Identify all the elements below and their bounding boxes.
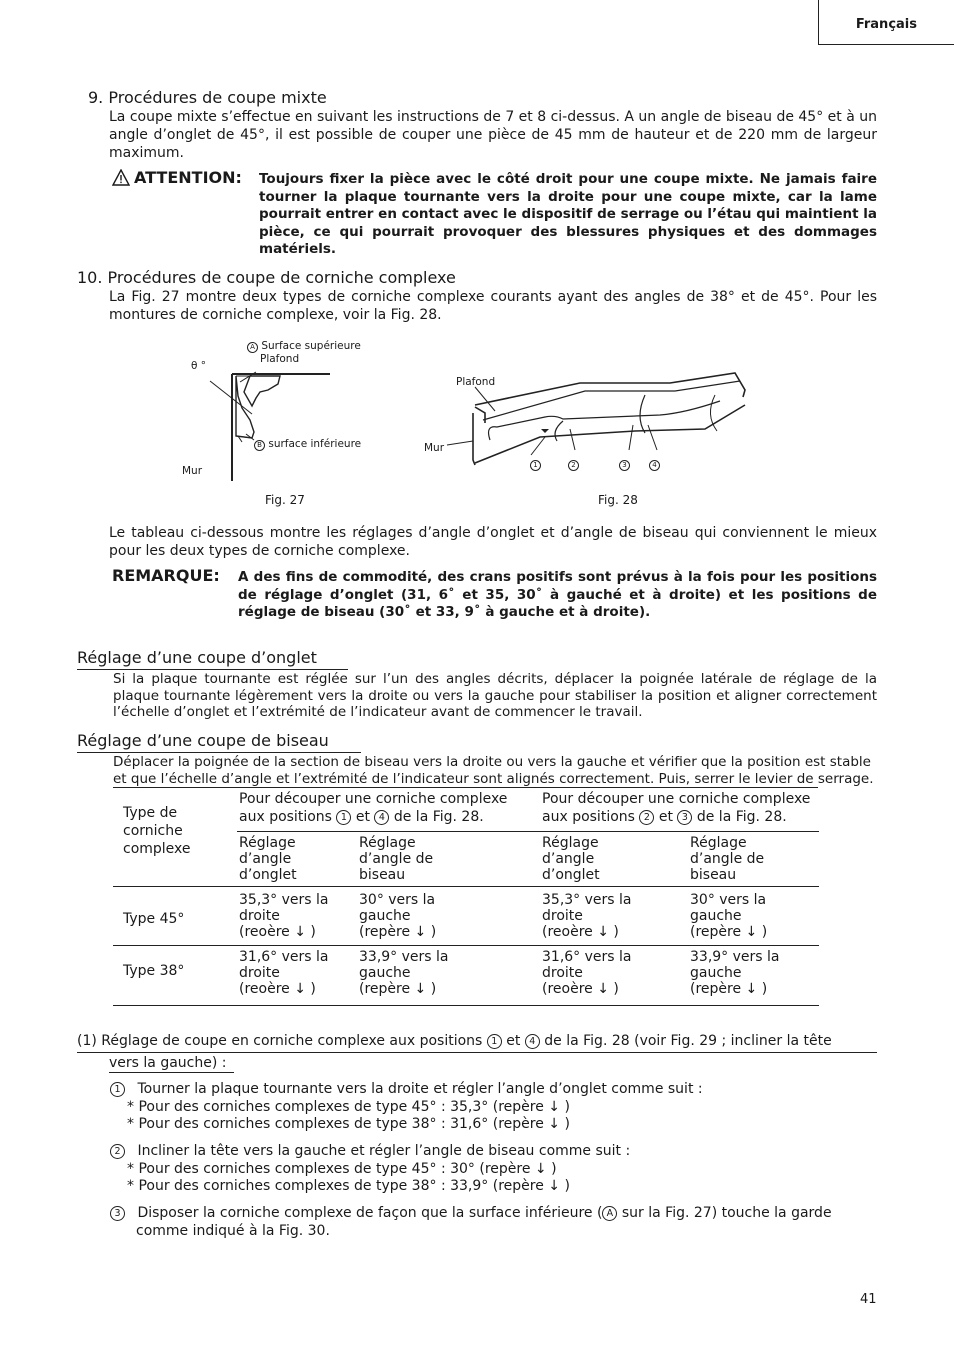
- cell-45-onglet-a: 35,3° vers la droite (reoère ↓ ): [239, 892, 329, 940]
- onglet-rule: [77, 669, 348, 670]
- remarque-label: REMARQUE:: [112, 566, 220, 585]
- row-type-38: Type 38°: [123, 963, 185, 979]
- marker-b-icon: B: [254, 440, 265, 451]
- circle-4-icon: 4: [374, 810, 389, 825]
- biseau-line-1: Déplacer la poignée de la section de biseau vers la droite ou vers la gauche et vérifier que la position est stable: [113, 754, 871, 770]
- marker-a-icon: A: [247, 342, 258, 353]
- table-intro: Le tableau ci-dessous montre les réglages d’angle d’onglet et d’angle de biseau qui conviennent le mieux pour les deux types de corniche complexe.: [109, 525, 877, 559]
- attention-body: Toujours fixer la pièce avec le côté droit pour une coupe mixte. Ne jamais faire tourner la plaque tournante vers la droite pour une coupe mixte, car la lame pourrait entrer en contact avec le dispositif de serrage ou l’étau qui maintient la pièce, ce qui pourrait provoquer des blessures physiques et des dommages matériels.: [259, 171, 877, 257]
- section-9-body: La coupe mixte s’effectue en suivant les instructions de 7 et 8 ci-dessus. A un angle de biseau de 45° et à un angle d’onglet de 45°, il est possible de couper une pièce de 45 mm de hauteur et de 220 mm de largeur maximum.: [109, 109, 877, 161]
- fig28-label-mur: Mur: [424, 442, 445, 454]
- fig27-label-mur: Mur: [182, 465, 203, 477]
- fig27-caption: Fig. 27: [265, 493, 305, 507]
- circle-4-icon: 4: [525, 1034, 540, 1049]
- table-rule-row1: [113, 945, 819, 946]
- subheader-biseau-b: Réglage d’angle de biseau: [690, 835, 765, 883]
- step-1-bullet-1: * Pour des corniches complexes de type 45° : 35,3° (repère ↓ ): [127, 1099, 570, 1115]
- figure-28-drawing: [445, 345, 755, 470]
- cell-38-onglet-a: 31,6° vers la droite (reoère ↓ ): [239, 949, 329, 997]
- procedure-rule-2: [109, 1072, 234, 1073]
- subheader-onglet-b: Réglage d’angle d’onglet: [542, 835, 600, 883]
- fig28-label-plafond: Plafond: [456, 376, 496, 388]
- procedure-intro-line-1: (1) Réglage de coupe en corniche complexe aux positions 1 et 4 de la Fig. 28 (voir Fig. 29 ; incliner la tête: [77, 1033, 832, 1049]
- table-rule-row2: [113, 1005, 819, 1006]
- circle-3-icon: 3: [677, 810, 692, 825]
- cell-38-biseau-a: 33,9° vers la gauche (repère ↓ ): [359, 949, 449, 997]
- step-3-number-icon: 3: [110, 1206, 125, 1221]
- fig27-theta: θ °: [191, 360, 207, 372]
- cell-38-biseau-b: 33,9° vers la gauche (repère ↓ ): [690, 949, 780, 997]
- step-1-bullet-2: * Pour des corniches complexes de type 38° : 31,6° (repère ↓ ): [127, 1116, 570, 1132]
- fig28-position-2: 2: [568, 452, 579, 471]
- subheader-biseau-a: Réglage d’angle de biseau: [359, 835, 434, 883]
- step-3-line-2: comme indiqué à la Fig. 30.: [136, 1223, 330, 1239]
- settings-table: [113, 788, 819, 1007]
- section-10-body: La Fig. 27 montre deux types de corniche complexe courants ayant des angles de 38° et de 45°. Pour les montures de corniche complexe, voir la Fig. 28.: [109, 289, 877, 323]
- cell-38-onglet-b: 31,6° vers la droite (reoère ↓ ): [542, 949, 632, 997]
- biseau-title: Réglage d’une coupe de biseau: [77, 731, 329, 750]
- procedure-intro-line-2: vers la gauche) :: [109, 1055, 227, 1071]
- step-2-bullet-2: * Pour des corniches complexes de type 38° : 33,9° (repère ↓ ): [127, 1178, 570, 1194]
- step-2-number-icon: 2: [110, 1144, 125, 1159]
- cell-45-biseau-b: 30° vers la gauche (repère ↓ ): [690, 892, 768, 940]
- onglet-title: Réglage d’une coupe d’onglet: [77, 648, 317, 667]
- circle-2-icon: 2: [639, 810, 654, 825]
- section-10-title: 10. Procédures de coupe de corniche complexe: [77, 268, 456, 287]
- group-b-header: Pour découper une corniche complexe aux positions 2 et 3 de la Fig. 28.: [542, 791, 811, 825]
- procedure-rule-1: [77, 1052, 877, 1053]
- language-label: Français: [855, 17, 917, 32]
- fig27-label-plafond: Plafond: [260, 353, 300, 365]
- remarque-body: A des fins de commodité, des crans positifs sont prévus à la fois pour les positions de réglage d’onglet (31, 6˚ et 35, 30˚ à gauché et à droite) et les positions de réglage de biseau (30˚ et 33, 9˚ à gauche et à droite).: [238, 569, 877, 620]
- figure-28: [445, 345, 755, 470]
- attention-label: [112, 168, 242, 187]
- marker-a-icon: A: [602, 1206, 617, 1221]
- step-1-number-icon: 1: [110, 1082, 125, 1097]
- fig28-position-4: 4: [649, 452, 660, 471]
- section-9-title: 9. Procédures de coupe mixte: [88, 88, 327, 107]
- table-rule-groups: [237, 831, 819, 832]
- cell-45-onglet-b: 35,3° vers la droite (reoère ↓ ): [542, 892, 632, 940]
- biseau-line-2: et que l’échelle d’angle et l’extrémité de l’indicateur sont alignés correctement. Puis, serrer le levier de serrage.: [113, 771, 874, 787]
- fig28-caption: Fig. 28: [598, 493, 638, 507]
- step-1: 1 Tourner la plaque tournante vers la droite et régler l’angle d’onglet comme suit :: [110, 1081, 703, 1098]
- subheader-onglet-a: Réglage d’angle d’onglet: [239, 835, 297, 883]
- onglet-body: Si la plaque tournante est réglée sur l’un des angles décrits, déplacer la poignée latérale de réglage de la plaque tournante légèrement vers la droite ou vers la gauche pour stabiliser la position et aligner correctement l’échelle d’onglet et l’extrémité de l’indicateur avant de commencer le travail.: [113, 671, 877, 720]
- page-number: 41: [860, 1292, 877, 1307]
- step-2-bullet-1: * Pour des corniches complexes de type 45° : 30° (repère ↓ ): [127, 1161, 557, 1177]
- circle-1-icon: 1: [487, 1034, 502, 1049]
- warning-icon: [112, 169, 130, 186]
- row-type-45: Type 45°: [123, 911, 185, 927]
- table-rule-header: [113, 886, 819, 887]
- fig27-label-b: B surface inférieure: [254, 438, 361, 451]
- col-type-header: Type de corniche complexe: [123, 805, 191, 857]
- biseau-rule: [77, 752, 361, 753]
- attention-text: ATTENTION:: [134, 168, 242, 187]
- language-tab: [818, 0, 954, 45]
- group-a-header: Pour découper une corniche complexe aux positions 1 et 4 de la Fig. 28.: [239, 791, 508, 825]
- circle-1-icon: 1: [336, 810, 351, 825]
- fig28-position-3: 3: [619, 452, 630, 471]
- fig27-label-a: A Surface supérieure: [247, 340, 361, 353]
- cell-45-biseau-a: 30° vers la gauche (repère ↓ ): [359, 892, 437, 940]
- step-2: 2 Incliner la tête vers la gauche et régler l’angle de biseau comme suit :: [110, 1143, 630, 1160]
- step-3: 3 Disposer la corniche complexe de façon que la surface inférieure ( A sur la Fig. 27) touche la garde: [110, 1205, 877, 1222]
- fig28-position-1: 1: [530, 452, 541, 471]
